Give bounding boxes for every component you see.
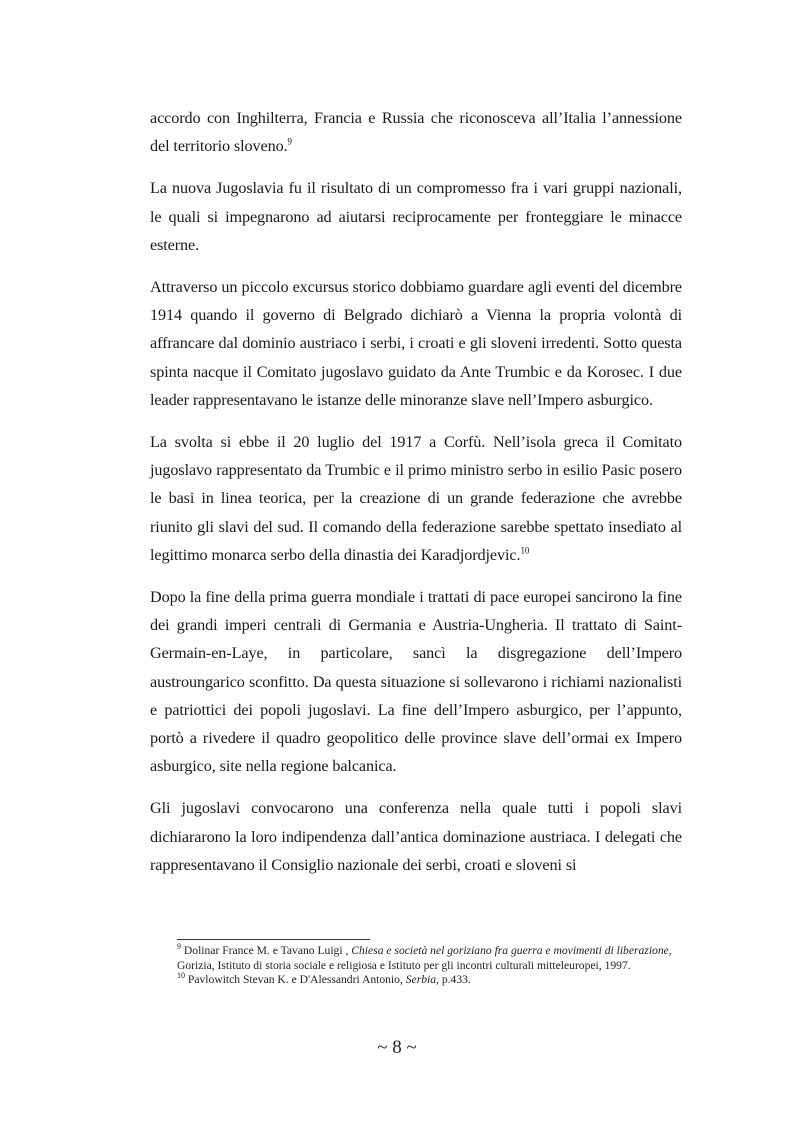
footnotes (177, 944, 682, 988)
footnote-9-number: 9 (177, 942, 181, 952)
footnote-ref-9[interactable]: 9 (287, 136, 292, 147)
footnote-separator (177, 939, 370, 940)
footnote-9-rest: , Gorizia, Istituto di storia sociale e religiosa e Istituto per gli incontri culturali mitteleuropei, 1997. (177, 944, 672, 972)
paragraph-3: Attraverso un piccolo excursus storico dobbiamo guardare agli eventi del dicembre 1914 quando il governo di Belgrado dichiarò a Vienna la propria volontà di affrancare dal dominio austriaco i serbi, i croati e gli sloveni irredenti. Sotto questa spinta nacque il Comitato jugoslavo guidato da Ante Trumbic e da Korosec. I due leader rappresentavano le istanze delle minoranze slave nell’Impero asburgico. (150, 278, 682, 409)
page-body (150, 104, 682, 893)
page-number: ~ 8 ~ (377, 1037, 417, 1058)
footnote-9-title: Chiesa e società nel goriziano fra guerra e movimenti di liberazione (351, 944, 669, 957)
footnote-10-author: Pavlowitch Stevan K. e D'Alessandri Antonio, (187, 973, 403, 987)
footnote-10-number: 10 (177, 971, 185, 981)
paragraph-1: accordo con Inghilterra, Francia e Russia che riconosceva all’Italia l’annessione del territorio sloveno.$^9$ (150, 109, 682, 156)
paragraph-4: La svolta si ebbe il 20 luglio del 1917 a Corfù. Nell’isola greca il Comitato jugoslavo rappresentato da Trumbic e il primo ministro serbo in esilio Pasic posero le basi in linea teorica, per la creazione di un grande federazione che avrebbe riunito gli slavi del sud. Il comando della federazione sarebbe spettato insediato al legittimo monarca serbo della dinastia dei Karadjordjevic.$^{10}$ (150, 433, 682, 564)
footnote-ref-10[interactable]: 10 (520, 545, 530, 556)
footnote-10 (177, 973, 682, 988)
paragraph-6: Gli jugoslavi convocarono una conferenza nella quale tutti i popoli slavi dichiararono la loro indipendenza dall’antica dominazione austriaca. I delegati che rappresentavano il Consiglio nazionale dei serbi, croati e sloveni si (150, 799, 682, 874)
footnote-10-title: Serbia, (405, 973, 439, 987)
paragraph-5: Dopo la fine della prima guerra mondiale i trattati di pace europei sancirono la fine dei grandi imperi centrali di Germania e Austria-Ungheria. Il trattato di Saint-Germain-en-Laye, in particolare, sancì la disgregazione dell’Impero austroungarico sconfitto. Da questa situazione si sollevarono i richiami nazionalisti e patriottici dei popoli jugoslavi. La fine dell’Impero asburgico, per l’appunto, portò a rivedere il quadro geopolitico delle province slave dell’ormai ex Impero asburgico, site nella regione balcanica. (150, 588, 682, 776)
footnote-9-author: Dolinar France M. e Tavano Luigi , (183, 944, 349, 957)
footnote-10-rest: p.433. (438, 973, 471, 987)
paragraph-2: La nuova Jugoslavia fu il risultato di un compromesso fra i vari gruppi nazionali, le quali si impegnarono ad aiutarsi reciprocamente per fronteggiare le minacce esterne. (150, 179, 682, 254)
footnote-9 (177, 944, 682, 973)
